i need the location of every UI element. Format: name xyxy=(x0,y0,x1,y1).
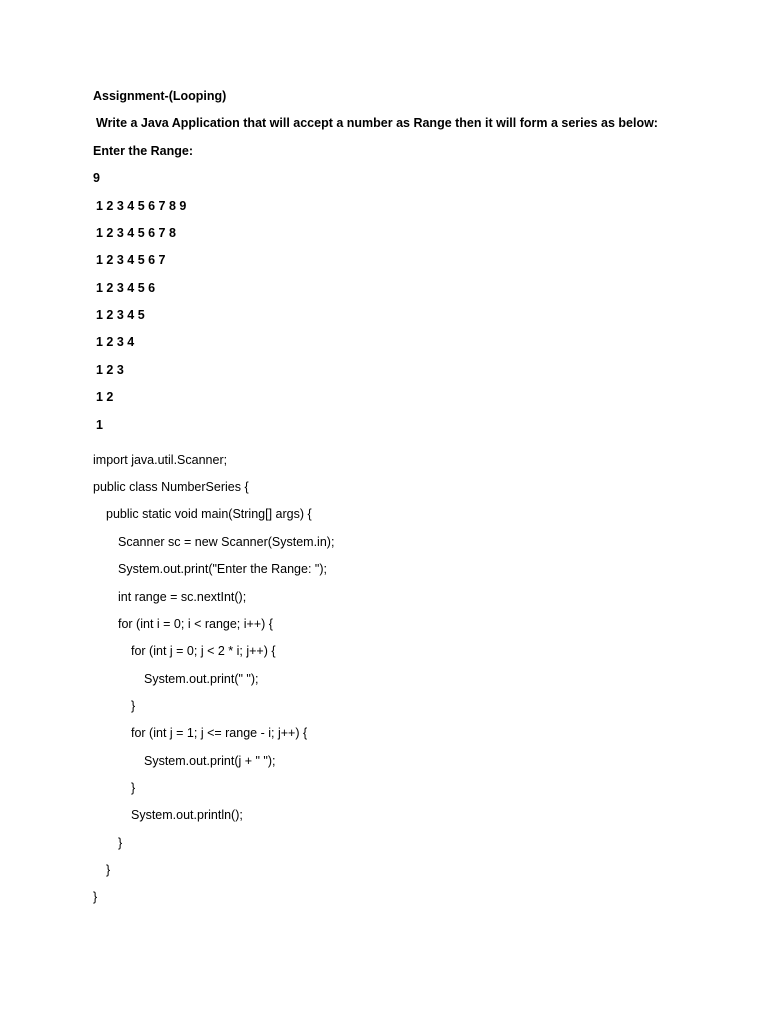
code-line: public class NumberSeries { xyxy=(93,480,249,494)
series-line: 1 2 xyxy=(96,390,114,404)
range-value: 9 xyxy=(93,171,100,185)
series-line: 1 2 3 4 5 xyxy=(96,308,145,322)
code-line: System.out.print(j + " "); xyxy=(144,754,276,768)
code-line: } xyxy=(106,863,111,877)
series-line: 1 2 3 4 xyxy=(96,335,135,349)
assignment-prompt: Write a Java Application that will accept a number as Range then it will form a series as below: xyxy=(96,116,658,130)
code-line: } xyxy=(93,890,98,904)
code-line: Scanner sc = new Scanner(System.in); xyxy=(118,535,335,549)
code-line: for (int i = 0; i < range; i++) { xyxy=(118,617,273,631)
series-line: 1 2 3 4 5 6 7 xyxy=(96,253,166,267)
series-line: 1 2 3 4 5 6 7 8 9 xyxy=(96,199,187,213)
assignment-title: Assignment-(Looping) xyxy=(93,89,227,103)
code-line: System.out.print("Enter the Range: "); xyxy=(118,562,327,576)
code-line: System.out.println(); xyxy=(131,808,243,822)
series-line: 1 2 3 xyxy=(96,363,124,377)
code-line: System.out.print(" "); xyxy=(144,672,259,686)
series-line: 1 xyxy=(96,418,103,432)
code-line: for (int j = 1; j <= range - i; j++) { xyxy=(131,726,308,740)
code-line: int range = sc.nextInt(); xyxy=(118,590,247,604)
code-line: import java.util.Scanner; xyxy=(93,453,228,467)
series-line: 1 2 3 4 5 6 7 8 xyxy=(96,226,176,240)
code-line: public static void main(String[] args) { xyxy=(106,507,312,521)
range-label: Enter the Range: xyxy=(93,144,194,158)
code-line: } xyxy=(131,781,136,795)
code-line: } xyxy=(131,699,136,713)
code-line: } xyxy=(118,836,123,850)
code-line: for (int j = 0; j < 2 * i; j++) { xyxy=(131,644,276,658)
series-line: 1 2 3 4 5 6 xyxy=(96,281,156,295)
